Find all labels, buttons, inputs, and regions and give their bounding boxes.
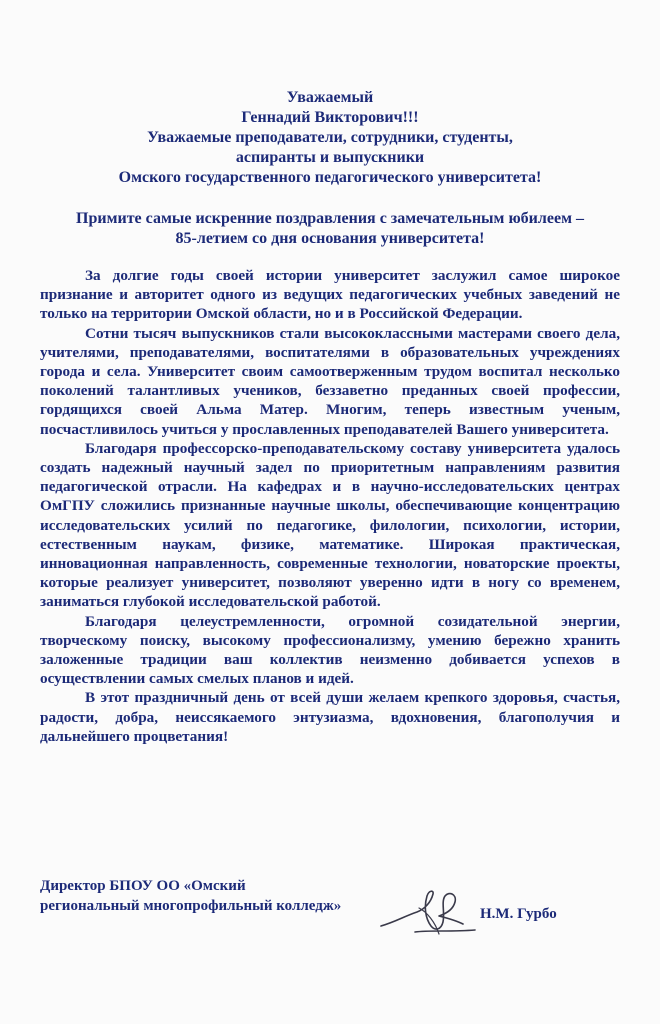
- body-paragraph: За долгие годы своей истории университет заслужил самое широкое признание и авторитет одного из ведущих педагогических учебных заведений не только на территории Омской области, но и в Российской Федерации.: [40, 267, 620, 323]
- body-paragraph: Благодаря профессорско-преподавательскому составу университета удалось создать надежный научный задел по приоритетным направлениям развития педагогической отрасли. На кафедрах и в научно-исследовательских центрах ОмГПУ сложились признанные научные школы, обеспечивающие концентрацию исследовательских усилий по педагогике, филологии, психологии, истории, естественным наукам, физике, математике. Широкая практическая, инновационная направленность, современные технологии, новаторские проекты, которые реализует университет, позволяют уверенно идти в ногу со временем, заниматься глубокой исследовательской работой.: [40, 439, 620, 611]
- header-line: Омского государственного педагогического университета!: [118, 169, 542, 186]
- body-paragraph: Благодаря целеустремленности, огромной созидательной энергии, творческому поиску, высокому профессионализму, умению бережно хранить заложенные традиции ваш коллектив неизменно добивается успехов в осуществлении самых смелых планов и идей.: [40, 612, 620, 688]
- greeting-block: [30, 209, 630, 249]
- greeting-line: Примите самые искренние поздравления с замечательным юбилеем –: [76, 210, 584, 227]
- body-paragraph: В этот праздничный день от всей души желаем крепкого здоровья, счастья, радости, добра, неиссякаемого энтузиазма, вдохновения, благополучия и дальнейшего процветания!: [40, 689, 620, 745]
- signature-org-line: Директор БПОУ ОО «Омский: [40, 878, 246, 894]
- signature-block: [40, 876, 620, 922]
- handwritten-signature-icon: [375, 882, 485, 942]
- header-line: Геннадий Викторович!!!: [241, 109, 419, 126]
- header-line: аспиранты и выпускники: [235, 149, 425, 166]
- letter-body: [40, 266, 620, 746]
- letter-header: [30, 88, 630, 188]
- signature-name: Н.М. Гурбо: [480, 906, 557, 922]
- header-line: Уважаемые преподаватели, сотрудники, студенты,: [147, 129, 513, 146]
- greeting-line: 85-летием со дня основания университета!: [175, 230, 485, 247]
- signature-org-line: региональный многопрофильный колледж»: [40, 898, 342, 914]
- header-line: Уважаемый: [286, 89, 374, 106]
- body-paragraph: Сотни тысяч выпускников стали высококлассными мастерами своего дела, учителями, преподавателями, воспитателями в образовательных учреждениях города и села. Университет своим самоотверженным трудом воспитал несколько поколений талантливых учеников, беззаветно преданных своей профессии, гордящихся своей Альма Матер. Многим, теперь известным ученым, посчастливилось учиться у прославленных преподавателей Вашего университета.: [40, 324, 620, 438]
